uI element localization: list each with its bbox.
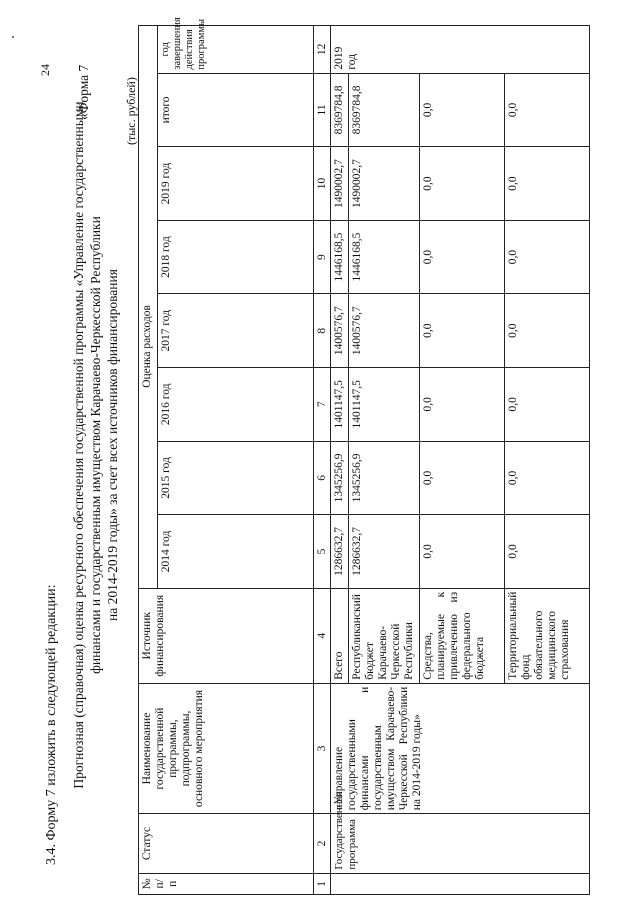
source-cell: Республиканский бюджет Карачаево-Черкесской Республики: [349, 588, 420, 683]
header-row: [139, 26, 158, 895]
value-cell: 0,0: [505, 515, 590, 589]
value-cell: 1400576,7: [331, 294, 349, 368]
header-2014: 2014 год: [158, 515, 314, 589]
col-number: 10: [314, 147, 331, 221]
value-cell: 1400576,7: [349, 294, 420, 368]
value-cell: 0,0: [420, 515, 505, 589]
col-number: 11: [314, 73, 331, 147]
units-label: (тыс. рублей): [124, 77, 138, 145]
value-cell: 1286632,7: [331, 515, 349, 589]
header-no: № п/ п: [139, 873, 314, 894]
source-cell: Всего: [331, 588, 349, 683]
value-cell: 0,0: [505, 73, 590, 147]
value-cell: 0,0: [420, 368, 505, 442]
form-label: «Форма 7: [76, 64, 91, 120]
source-cell: Средства, планируемые к привлечению из федерального бюджета: [420, 588, 505, 683]
value-cell: 1446168,5: [349, 220, 420, 294]
col-number: 12: [314, 26, 331, 74]
value-cell: 1446168,5: [331, 220, 349, 294]
header-2019: 2019 год: [158, 147, 314, 221]
table-row: [331, 26, 349, 895]
value-cell: 1401147,5: [331, 368, 349, 442]
title-line: на 2014-2019 годы» за счет всех источников финансирования: [105, 269, 120, 621]
col-number: 7: [314, 368, 331, 442]
col-number: 2: [314, 814, 331, 873]
title-line: Прогнозная (справочная) оценка ресурсного обеспечения государственной программы «Управление государственными: [71, 101, 86, 789]
program-end-year: 2019 год: [331, 26, 590, 74]
header-status: Статус: [139, 814, 314, 873]
value-cell: 0,0: [420, 294, 505, 368]
header-end-year: год завершения действия программы: [158, 26, 314, 74]
col-number: 3: [314, 683, 331, 814]
header-2017: 2017 год: [158, 294, 314, 368]
value-cell: 8369784,8: [331, 73, 349, 147]
header-source: Источник финансирования: [139, 588, 314, 683]
header-costs: Оценка расходов: [139, 26, 158, 589]
col-number: 1: [314, 873, 331, 894]
value-cell: 0,0: [505, 220, 590, 294]
value-cell: 0,0: [420, 441, 505, 515]
col-number: 4: [314, 588, 331, 683]
value-cell: 8369784,8: [349, 73, 420, 147]
title-line: финансами и государственным имуществом Карачаево-Черкесской Республики: [88, 216, 103, 674]
value-cell: 0,0: [420, 220, 505, 294]
program-status: Государственная программа: [331, 814, 590, 873]
col-number: 5: [314, 515, 331, 589]
col-number: 8: [314, 294, 331, 368]
header-2015: 2015 год: [158, 441, 314, 515]
value-cell: 1401147,5: [349, 368, 420, 442]
value-cell: 1286632,7: [349, 515, 420, 589]
header-name: Наименование государственной программы, подпрограммы, основного мероприятия: [139, 683, 314, 814]
row-no-cell: [331, 873, 590, 894]
column-number-row: [314, 26, 331, 895]
source-cell: Территориальный фонд обязательного медицинского страхования: [505, 588, 590, 683]
value-cell: 0,0: [420, 73, 505, 147]
value-cell: 1490002,7: [331, 147, 349, 221]
value-cell: 0,0: [505, 368, 590, 442]
col-number: 6: [314, 441, 331, 515]
program-name: «Управление государственными финансами и государственным имуществом Карачаево-Черкесской Республики на 2014-2019 годы»: [331, 683, 590, 814]
value-cell: 1345256,9: [331, 441, 349, 515]
page-number: 24: [38, 64, 52, 76]
header-2016: 2016 год: [158, 368, 314, 442]
value-cell: 0,0: [420, 147, 505, 221]
document-title: [70, 75, 121, 815]
value-cell: 0,0: [505, 294, 590, 368]
resource-table: [138, 17, 590, 895]
intro-text: 3.4. Форму 7 изложить в следующей редакции:: [44, 584, 59, 865]
col-number: 9: [314, 220, 331, 294]
header-total: итого: [158, 73, 314, 147]
value-cell: 1345256,9: [349, 441, 420, 515]
value-cell: 1490002,7: [349, 147, 420, 221]
header-2018: 2018 год: [158, 220, 314, 294]
value-cell: 0,0: [505, 441, 590, 515]
value-cell: 0,0: [505, 147, 590, 221]
